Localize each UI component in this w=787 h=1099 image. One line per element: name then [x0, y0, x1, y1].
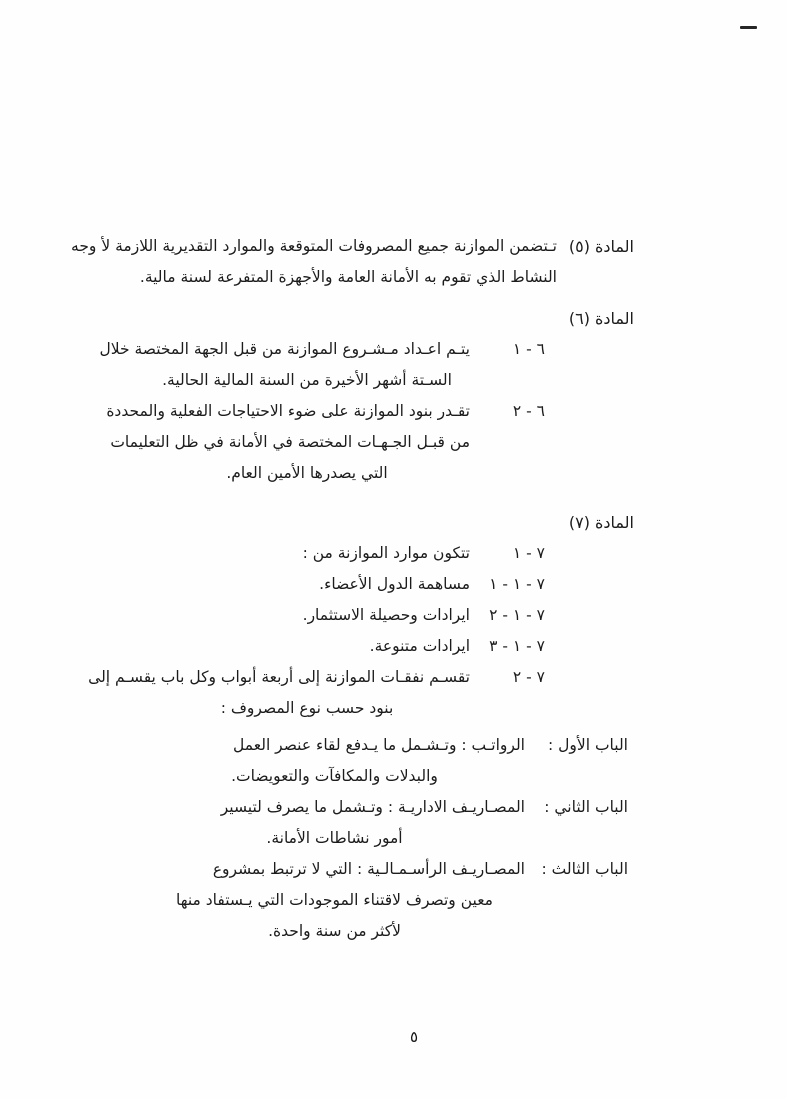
document-row: [144, 507, 640, 538]
text-line: ايرادات متنوعة.: [369, 637, 470, 655]
text-line: الرواتـب : وتـشـمل ما يـدفع لقاء عنصر العمل: [233, 736, 525, 754]
text-line: لأكثر من سنة واحدة.: [268, 922, 401, 940]
article-header: المادة (٦): [568, 309, 634, 328]
corner-mark: [740, 26, 757, 29]
text-line: يتـم اعـداد مـشـروع الموازنة من قبل الجهة المختصة خلال: [99, 340, 470, 358]
text-line: والبدلات والمكافآت والتعويضات.: [231, 767, 438, 785]
text-line: مساهمة الدول الأعضاء.: [319, 575, 470, 593]
article-header: المادة (٧): [568, 513, 634, 532]
paragraph: [144, 631, 470, 662]
text-line: تتكون موارد الموازنة من :: [302, 544, 470, 562]
document-row: [144, 730, 640, 792]
text-line: التي يصدرها الأمين العام.: [226, 464, 388, 482]
document-row: [144, 854, 640, 947]
document-row: [144, 631, 640, 662]
text-line: ايرادات وحصيلة الاستثمار.: [302, 606, 470, 624]
page-number: ٥: [409, 1028, 419, 1046]
article-header: المادة (٥): [568, 237, 634, 256]
text-line: معين وتصرف لاقتناء الموجودات التي يـستفاد منها: [176, 891, 493, 909]
text-line: من قبـل الجـهـات المختصة في الأمانة في ظل التعليمات: [110, 433, 470, 451]
paragraph: [144, 730, 525, 792]
paragraph: [88, 662, 470, 724]
item-number: ٧ - ١ - ١: [489, 575, 545, 593]
paragraph: [99, 334, 470, 396]
text-line: السـتة أشهر الأخيرة من السنة المالية الحالية.: [162, 371, 452, 389]
document-row: [71, 231, 640, 293]
document-row: [88, 662, 640, 724]
document-row: [144, 569, 640, 600]
item-number: ٧ - ١ - ٣: [489, 637, 545, 655]
paragraph: [144, 569, 470, 600]
paragraph: [144, 600, 470, 631]
text-line: تقسـم نفقـات الموازنة إلى أربعة أبواب وكل باب يقسـم إلى: [88, 668, 470, 686]
document-row: [144, 303, 640, 334]
item-number: ٧ - ١ - ٢: [489, 606, 545, 624]
item-number: ٦ - ١: [512, 340, 545, 358]
paragraph: [144, 792, 525, 854]
item-number: ٧ - ٢: [512, 668, 545, 686]
section-label: الباب الأول :: [548, 736, 628, 754]
document-body: [71, 231, 640, 947]
text-line: المصـاريـف الاداريـة : وتـشمل ما يصرف لتيسير: [220, 798, 525, 816]
item-number: ٦ - ٢: [512, 402, 545, 420]
document-row: [144, 538, 640, 569]
text-line: أمور نشاطات الأمانة.: [266, 829, 403, 847]
document-row: [106, 396, 640, 489]
paragraph: [144, 854, 525, 947]
paragraph: [106, 396, 470, 489]
text-line: تقـدر بنود الموازنة على ضوء الاحتياجات الفعلية والمحددة: [106, 402, 470, 420]
document-row: [144, 600, 640, 631]
text-line: بنود حسب نوع المصروف :: [220, 699, 394, 717]
document-row: [144, 792, 640, 854]
section-label: الباب الثاني :: [544, 798, 628, 816]
document-row: [99, 334, 640, 396]
item-number: ٧ - ١: [512, 544, 545, 562]
section-label: الباب الثالث :: [541, 860, 628, 878]
text-line: المصـاريـف الرأسـمـالـية : التي لا ترتبط بمشروع: [212, 860, 525, 878]
text-line: النشاط الذي تقوم به الأمانة العامة والأجهزة المتفرعة لسنة مالية.: [139, 268, 557, 286]
paragraph: [71, 231, 557, 293]
paragraph: [144, 538, 470, 569]
text-line: تـتضمن الموازنة جميع المصروفات المتوقعة والموارد التقديرية اللازمة لأ وجه: [71, 237, 557, 255]
